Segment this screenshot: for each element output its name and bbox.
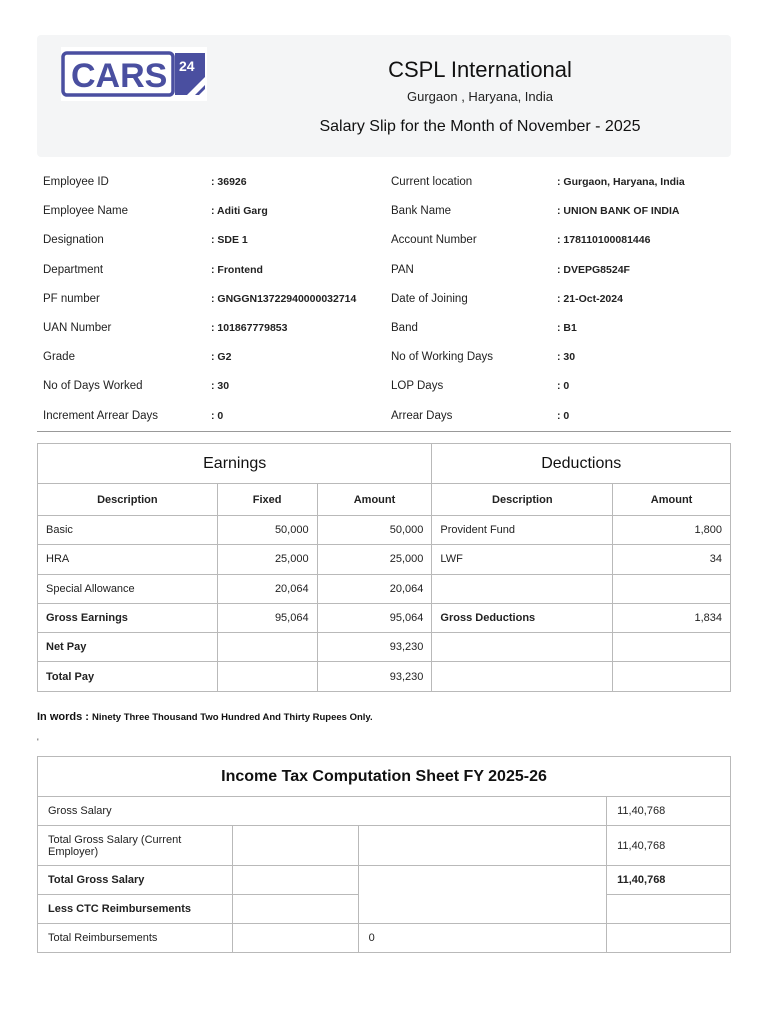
section-divider	[37, 431, 731, 432]
detail-label: Employee Name	[43, 205, 129, 218]
detail-value: : B1	[557, 321, 577, 334]
in-words-label: In words :	[37, 711, 89, 723]
earning-amount: 20,064	[317, 574, 432, 603]
earning-amount: 50,000	[317, 516, 432, 545]
column-header: Amount	[317, 484, 432, 516]
detail-row	[37, 372, 731, 401]
earning-desc: Basic	[38, 516, 218, 545]
company-name: CSPL International	[388, 57, 572, 82]
earning-amount: 25,000	[317, 545, 432, 574]
tax-cell	[358, 866, 607, 924]
deduction-amount: 34	[613, 545, 731, 574]
tax-cell	[358, 826, 607, 866]
earnings-deductions-table	[37, 443, 731, 692]
detail-label: Department	[43, 263, 104, 276]
tax-value: 11,40,768	[607, 826, 731, 866]
detail-label: Designation	[43, 234, 104, 247]
detail-row	[37, 402, 731, 431]
detail-row	[37, 226, 731, 255]
detail-label: Account Number	[391, 234, 477, 247]
tax-cell	[232, 895, 358, 924]
deduction-amount	[613, 633, 731, 662]
detail-row	[37, 285, 731, 314]
detail-value: : 0	[557, 380, 570, 393]
earning-fixed: 50,000	[217, 516, 317, 545]
slip-title: Salary Slip for the Month of November - 2025	[319, 118, 641, 135]
detail-label: Increment Arrear Days	[43, 409, 159, 422]
detail-label: Band	[391, 321, 418, 334]
detail-label: Arrear Days	[391, 409, 453, 422]
deduction-desc: LWF	[432, 545, 613, 574]
tax-label: Less CTC Reimbursements	[38, 895, 233, 924]
detail-value: : UNION BANK OF INDIA	[557, 205, 680, 218]
detail-label: Current location	[391, 176, 473, 188]
earning-desc: Net Pay	[38, 633, 218, 662]
detail-label: LOP Days	[391, 380, 444, 393]
table-row	[38, 826, 731, 866]
detail-value: : G2	[211, 351, 232, 364]
employee-details	[37, 168, 731, 431]
detail-row	[37, 168, 731, 197]
tax-cell	[232, 924, 358, 953]
detail-label: Bank Name	[391, 205, 452, 218]
tax-value: 11,40,768	[607, 797, 731, 826]
detail-value: : 178110100081446	[557, 234, 651, 247]
table-row	[38, 545, 731, 574]
detail-value: : 21-Oct-2024	[557, 292, 623, 305]
tax-cell	[232, 826, 358, 866]
earning-amount: 93,230	[317, 633, 432, 662]
earning-amount: 93,230	[317, 662, 432, 691]
detail-label: No of Working Days	[391, 351, 494, 364]
company-logo	[61, 47, 207, 101]
deduction-amount	[613, 574, 731, 603]
detail-label: No of Days Worked	[43, 380, 143, 393]
tax-label: Total Reimbursements	[38, 924, 233, 953]
tax-label: Gross Salary	[38, 797, 607, 826]
deduction-amount: 1,834	[613, 603, 731, 632]
deduction-desc	[432, 574, 613, 603]
tax-cell	[232, 866, 358, 895]
earning-desc: Special Allowance	[38, 574, 218, 603]
earning-desc: Gross Earnings	[38, 603, 218, 632]
earning-desc: Total Pay	[38, 662, 218, 691]
logo-text: CARS	[71, 57, 168, 95]
column-header: Description	[38, 484, 218, 516]
detail-row	[37, 343, 731, 372]
table-row	[38, 574, 731, 603]
in-words-value: Ninety Three Thousand Two Hundred And Thirty Rupees Only.	[92, 712, 373, 723]
detail-label: Grade	[43, 351, 75, 364]
detail-value: : Gurgaon, Haryana, India	[557, 176, 685, 188]
detail-label: UAN Number	[43, 321, 112, 334]
tick-mark: '	[37, 737, 39, 747]
cars24-logo-icon	[61, 47, 207, 101]
detail-label: PAN	[391, 263, 414, 276]
detail-value: : 30	[557, 351, 576, 364]
earning-desc: HRA	[38, 545, 218, 574]
logo-badge: 24	[179, 58, 195, 74]
detail-value: : 101867779853	[211, 321, 288, 334]
detail-value: : 30	[211, 380, 230, 393]
column-header: Fixed	[217, 484, 317, 516]
detail-value: : 0	[557, 409, 570, 422]
deduction-amount	[613, 662, 731, 691]
earning-amount: 95,064	[317, 603, 432, 632]
earning-fixed: 95,064	[217, 603, 317, 632]
detail-value: : 0	[211, 409, 224, 422]
detail-label: Date of Joining	[391, 292, 468, 305]
tax-value	[607, 895, 731, 924]
deductions-title: Deductions	[432, 444, 731, 484]
slip-header	[37, 35, 731, 157]
detail-value: : Frontend	[211, 263, 263, 276]
table-row	[38, 662, 731, 691]
tax-label: Total Gross Salary	[38, 866, 233, 895]
table-row	[38, 924, 731, 953]
table-row	[38, 866, 731, 895]
tax-cell: 0	[358, 924, 607, 953]
detail-label: Employee ID	[43, 176, 109, 188]
column-header: Description	[432, 484, 613, 516]
detail-value: : Aditi Garg	[211, 205, 268, 218]
tax-title: Income Tax Computation Sheet FY 2025-26	[38, 757, 731, 797]
table-row	[38, 797, 731, 826]
tax-value: 11,40,768	[607, 866, 731, 895]
deduction-desc: Gross Deductions	[432, 603, 613, 632]
table-row	[38, 633, 731, 662]
detail-row	[37, 197, 731, 226]
earning-fixed	[217, 662, 317, 691]
earnings-title: Earnings	[38, 444, 432, 484]
earning-fixed	[217, 633, 317, 662]
earning-fixed: 20,064	[217, 574, 317, 603]
tax-label: Total Gross Salary (Current Employer)	[38, 826, 233, 866]
column-header: Amount	[613, 484, 731, 516]
deduction-desc	[432, 662, 613, 691]
earning-fixed: 25,000	[217, 545, 317, 574]
detail-value: : GNGGN13722940000032714	[211, 292, 357, 305]
tax-value	[607, 924, 731, 953]
company-location: Gurgaon , Haryana, India	[407, 89, 553, 104]
table-row	[38, 603, 731, 632]
detail-value: : SDE 1	[211, 234, 248, 247]
detail-row	[37, 314, 731, 343]
detail-value: : DVEPG8524F	[557, 263, 630, 276]
table-row	[38, 516, 731, 545]
detail-row	[37, 256, 731, 285]
deduction-desc	[432, 633, 613, 662]
amount-in-words	[37, 711, 373, 723]
deduction-amount: 1,800	[613, 516, 731, 545]
deduction-desc: Provident Fund	[432, 516, 613, 545]
income-tax-table	[37, 756, 731, 953]
detail-label: PF number	[43, 292, 100, 305]
detail-value: : 36926	[211, 176, 247, 188]
